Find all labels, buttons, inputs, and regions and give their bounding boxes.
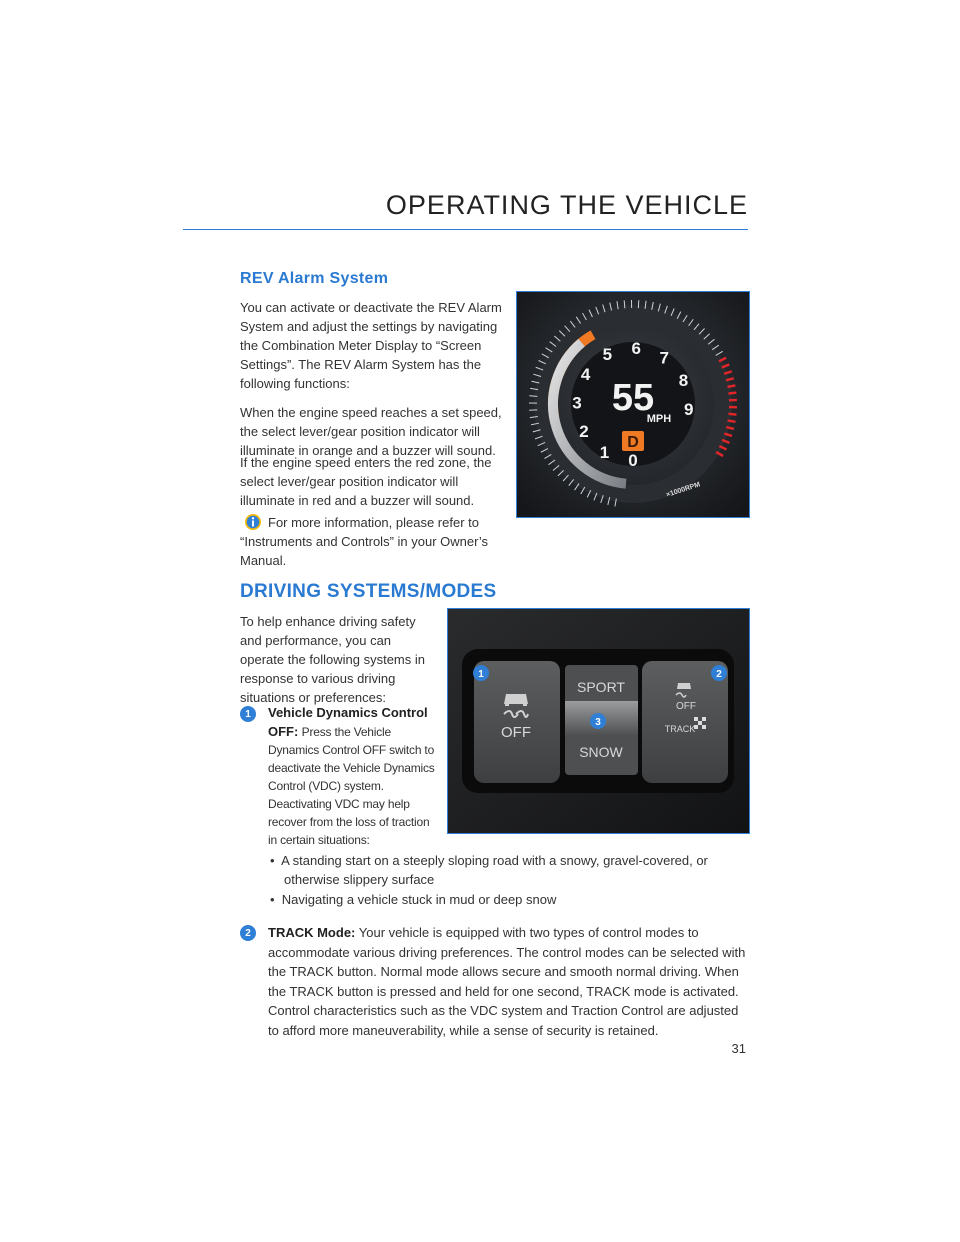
tick-mark [729,414,737,415]
info-icon [243,512,263,532]
rev-paragraph-3: If the engine speed enters the red zone, the select lever/gear position indicator will illuminate in red and a buzzer will sound. [240,455,492,508]
tachometer-illustration [517,292,749,517]
rev-note-text: For more information, please refer to “Instruments and Controls” in your Owner’s Manual. [240,515,489,568]
rpm-number: 4 [580,365,591,385]
rpm-number: 9 [684,399,694,419]
rev-heading: REV Alarm System [240,270,389,287]
bullet-1: • A standing start on a steeply sloping road with a snowy, gravel-covered, or otherwise slippery surface [270,853,708,887]
rpm-number: 5 [602,345,613,365]
rpm-number: 0 [628,451,638,470]
item-1-title-a: Vehicle Dynamics Control [268,705,428,720]
bullet-2: • Navigating a vehicle stuck in mud or deep snow [270,892,557,907]
bullet-1-text: A standing start on a steeply sloping road with a snowy, gravel-covered, or otherwise slippery surface [281,853,708,887]
bullet-2-text: Navigating a vehicle stuck in mud or deep snow [281,892,557,907]
driving-intro: To help enhance driving safety and performance, you can operate the following systems in response to various driving situations or preferences: [240,614,425,705]
rpm-number: 1 [599,443,610,463]
header-rule [183,229,748,230]
rev-paragraph-1: You can activate or deactivate the REV Alarm System and adjust the settings by navigating the Combination Meter Display to “Screen Settings”. The REV Alarm System has the following functions: [240,300,502,391]
switch-panel-image [447,608,750,834]
rev-gauge-image [516,291,750,518]
item-1-title-b: OFF: [268,724,299,739]
gear-indicator: D [627,434,639,451]
rpm-number: 8 [678,370,689,390]
svg-text:2: 2 [716,669,722,680]
rpm-number: 7 [659,348,669,368]
item-1-body-wrap [268,723,436,849]
item-2-title: TRACK Mode: [268,925,356,940]
item-2-body: Your vehicle is equipped with two types of control modes to accommodate various driving preferences. The control modes can be selected with the TRACK button. Normal mode allows secure and smooth normal driving. When the TRACK button is pressed and held for one second, TRACK mode is activated. Control characteristics such as the VDC system and Traction Control are adjusted to afford more maneuverability, while a sense of security is retained. [268,925,746,1038]
rpm-number: 2 [579,422,589,442]
tick-mark [624,300,625,308]
vdc-off-label: OFF [501,724,531,741]
rpm-number: 6 [631,339,641,359]
switch-panel-illustration [448,609,749,833]
rpm-label: ×1000RPM [665,481,702,499]
rpm-number: 3 [572,393,582,413]
speed-unit: MPH [646,413,672,425]
rev-note [240,513,502,570]
track-off-label: OFF [676,701,696,712]
track-label: TRACK [664,724,696,734]
svg-text:1: 1 [478,669,484,680]
panel-badge-2 [711,665,727,681]
rev-paragraph-2: When the engine speed reaches a set speed, the select lever/gear position indicator will illuminate in orange and a buzzer will sound. [240,405,502,458]
tick-mark [727,385,735,386]
sport-label: SPORT [577,679,625,695]
panel-badge-1 [473,665,489,681]
panel-badge-3 [590,713,606,729]
tick-mark [728,393,736,394]
page-number: 31 [731,1041,746,1056]
tick-mark [529,396,537,397]
item-2-badge: 2 [240,925,256,941]
item-1-body: Press the Vehicle Dynamics Control OFF switch to deactivate the Vehicle Dynamics Control (VDC) system. Deactivating VDC may help recover from the loss of traction in certain situations: [268,725,435,847]
svg-text:3: 3 [595,717,601,728]
item-1-badge: 1 [240,706,256,722]
speed-readout: 55 [611,377,655,419]
driving-heading: DRIVING SYSTEMS/MODES [240,581,497,602]
snow-label: SNOW [579,744,623,760]
tick-mark [728,420,736,421]
vdc-off-switch [474,661,560,783]
item-2-text [268,923,748,1040]
section-title: OPERATING THE VEHICLE [385,190,748,220]
